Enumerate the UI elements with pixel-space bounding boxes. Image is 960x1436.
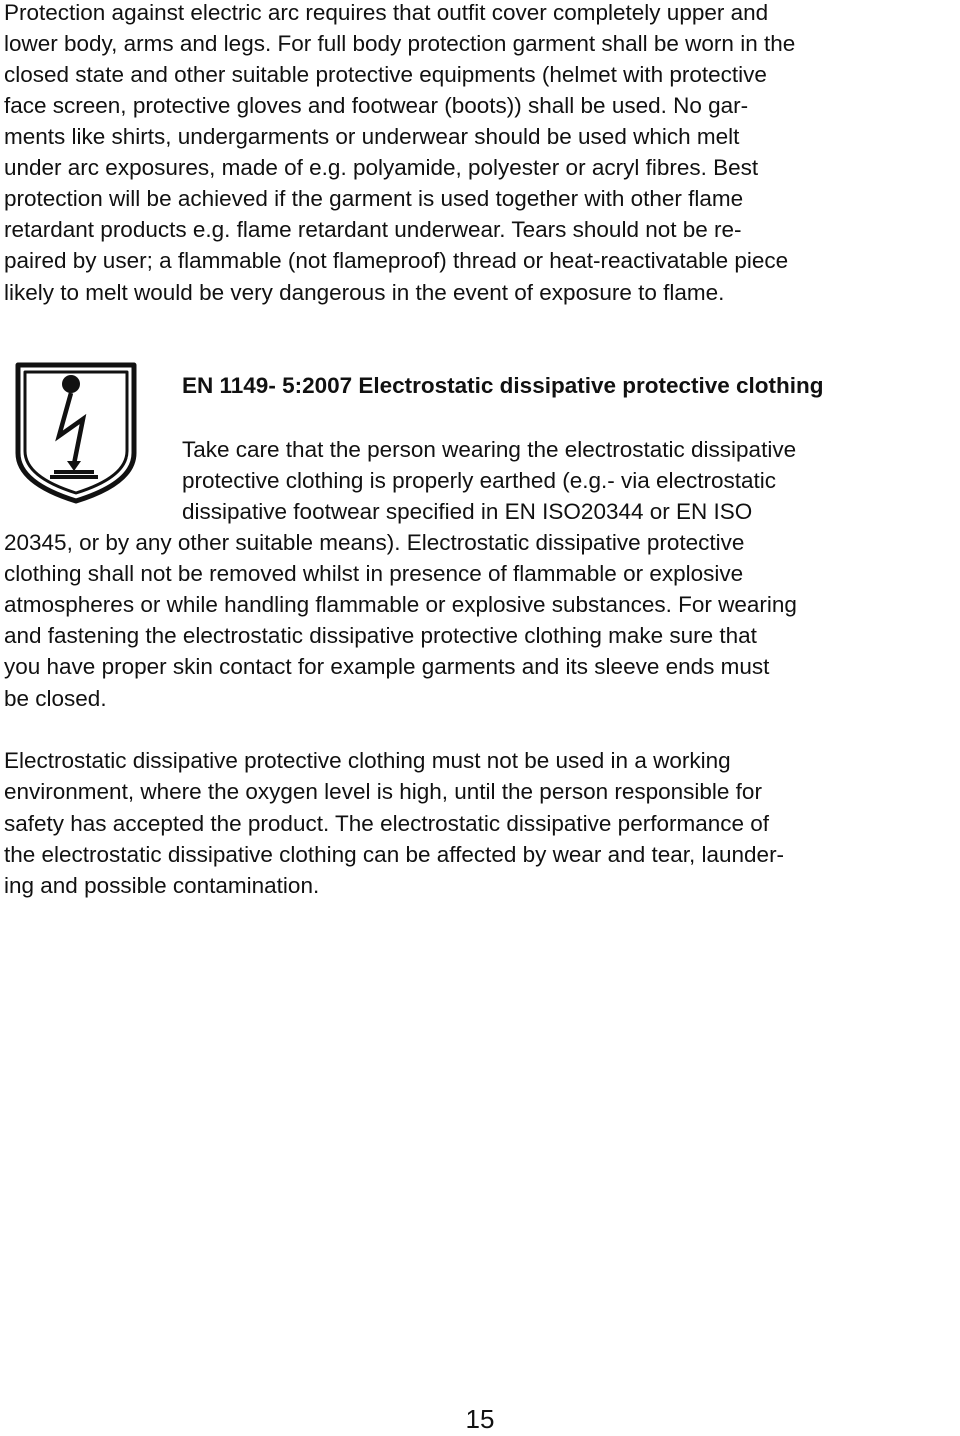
text-line: Protection against electric arc requires that outfit cover completely upper and — [4, 0, 769, 25]
text-line: atmospheres or while handling flammable or explosive substances. For wearing — [4, 592, 797, 617]
text-line: you have proper skin contact for example garments and its sleeve ends must — [4, 654, 770, 679]
text-line: 20345, or by any other suitable means). Electrostatic dissipative protective — [4, 530, 745, 555]
text-line: clothing shall not be removed whilst in presence of flammable or explosive — [4, 561, 744, 586]
text-line: ing and possible contamination. — [4, 873, 320, 898]
text-line: Take care that the person wearing the electrostatic dissipative — [182, 437, 797, 462]
electrostatic-shield-icon — [14, 361, 138, 505]
text-line: under arc exposures, made of e.g. polyamide, polyester or acryl fibres. Best — [4, 155, 759, 180]
text-line: likely to melt would be very dangerous in the event of exposure to flame. — [4, 280, 725, 305]
section-heading: EN 1149- 5:2007 Electrostatic dissipative protective clothing — [182, 373, 824, 398]
text-line: dissipative footwear specified in EN ISO20344 or EN ISO — [182, 499, 753, 524]
text-line: and fastening the electrostatic dissipative protective clothing make sure that — [4, 623, 757, 648]
text-line: the electrostatic dissipative clothing can be affected by wear and tear, launder- — [4, 842, 785, 867]
text-line: protective clothing is properly earthed (e.g.- via electrostatic — [182, 468, 777, 493]
text-line: retardant products e.g. flame retardant underwear. Tears should not be re- — [4, 217, 742, 242]
text-line: safety has accepted the product. The electrostatic dissipative performance of — [4, 811, 769, 836]
text-line: closed state and other suitable protective equipments (helmet with protective — [4, 62, 767, 87]
text-line: protection will be achieved if the garment is used together with other flame — [4, 186, 744, 211]
text-line: ments like shirts, undergarments or underwear should be used which melt — [4, 124, 740, 149]
text-line: lower body, arms and legs. For full body protection garment shall be worn in the — [4, 31, 796, 56]
text-line: paired by user; a flammable (not flameproof) thread or heat-reactivatable piece — [4, 248, 789, 273]
text-line: be closed. — [4, 686, 107, 711]
page-number: 15 — [465, 1404, 495, 1434]
text-line: face screen, protective gloves and footwear (boots)) shall be used. No gar- — [4, 93, 749, 118]
text-line: Electrostatic dissipative protective clothing must not be used in a working — [4, 748, 731, 773]
text-line: environment, where the oxygen level is high, until the person responsible for — [4, 779, 762, 804]
